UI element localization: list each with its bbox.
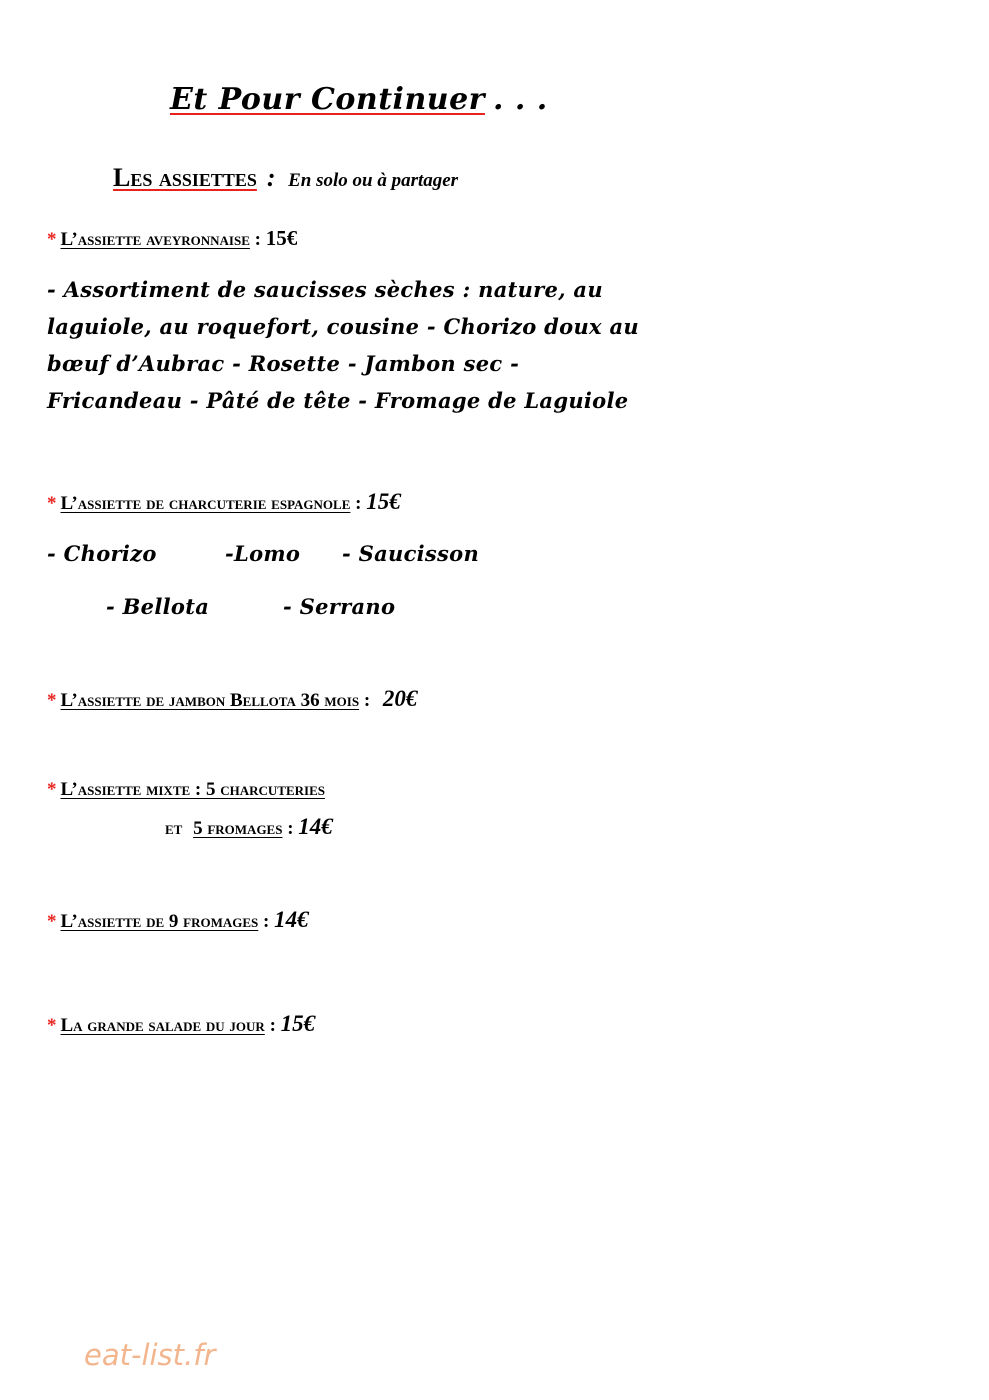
- menu-item-name: L’assiette de 9 fromages: [60, 911, 259, 932]
- description-line: - Assortiment de saucisses sèches : nature, au: [47, 277, 603, 302]
- menu-item-9-fromages: [47, 907, 309, 933]
- menu-item-price: 14€: [274, 907, 309, 932]
- section-heading-colon: :: [266, 163, 276, 192]
- asterisk-bullet: *: [47, 779, 57, 800]
- asterisk-bullet: *: [47, 493, 57, 514]
- section-heading: [113, 163, 458, 193]
- description-line: bœuf d’Aubrac - Rosette - Jambon sec -: [47, 351, 520, 376]
- menu-item-price: 15€: [366, 489, 401, 514]
- menu-item-price: 14€: [298, 814, 333, 839]
- option-chorizo: - Chorizo: [47, 541, 157, 566]
- menu-item-price: 15€: [280, 1011, 316, 1036]
- menu-item-mixte: [47, 779, 325, 801]
- asterisk-bullet: *: [47, 911, 57, 932]
- menu-item-name: La grande salade du jour: [60, 1015, 265, 1036]
- menu-item-separator: :: [269, 1015, 276, 1036]
- option-bellota: - Bellota: [106, 594, 210, 619]
- watermark: eat-list.fr: [84, 1338, 216, 1372]
- menu-item-name: L’assiette mixte : 5 charcuteries: [60, 779, 325, 800]
- menu-item-name: L’assiette de charcuterie espagnole: [60, 493, 351, 514]
- asterisk-bullet: *: [47, 229, 57, 250]
- description-line: laguiole, au roquefort, cousine - Chorizo doux au: [47, 314, 639, 339]
- menu-item-mixte-line2: [165, 814, 333, 840]
- asterisk-bullet: *: [47, 690, 57, 711]
- menu-item-aveyronnaise: [47, 226, 297, 251]
- menu-item-name-continued: 5 fromages: [193, 818, 283, 839]
- menu-item-separator: :: [363, 690, 371, 711]
- option-saucisson: - Saucisson: [342, 541, 480, 566]
- menu-item-jambon-bellota: [47, 686, 417, 712]
- menu-item-name-prefix: et: [165, 818, 183, 839]
- description-line: Fricandeau - Pâté de tête - Fromage de Laguiole: [47, 388, 629, 413]
- menu-title: [170, 82, 548, 117]
- menu-item-separator: :: [254, 229, 261, 250]
- menu-item-grande-salade: [47, 1011, 315, 1037]
- menu-title-text: Et Pour Continuer: [170, 82, 485, 117]
- menu-item-separator: :: [263, 911, 270, 932]
- menu-item-name: L’assiette aveyronnaise: [60, 229, 250, 250]
- menu-item-separator: :: [355, 493, 362, 514]
- menu-item-separator: :: [287, 818, 294, 839]
- menu-item-description: [47, 271, 639, 419]
- option-serrano: - Serrano: [283, 594, 396, 619]
- section-subtitle: En solo ou à partager: [288, 170, 459, 191]
- menu-item-name: L’assiette de jambon Bellota 36 mois: [60, 690, 360, 711]
- menu-title-dots: . . .: [492, 82, 548, 117]
- menu-item-price: 20€: [382, 686, 418, 711]
- menu-item-charcuterie-espagnole: [47, 489, 401, 515]
- option-lomo: -Lomo: [225, 541, 301, 566]
- asterisk-bullet: *: [47, 1015, 57, 1036]
- menu-item-price: 15€: [265, 226, 298, 250]
- section-heading-text: Les assiettes: [113, 163, 257, 192]
